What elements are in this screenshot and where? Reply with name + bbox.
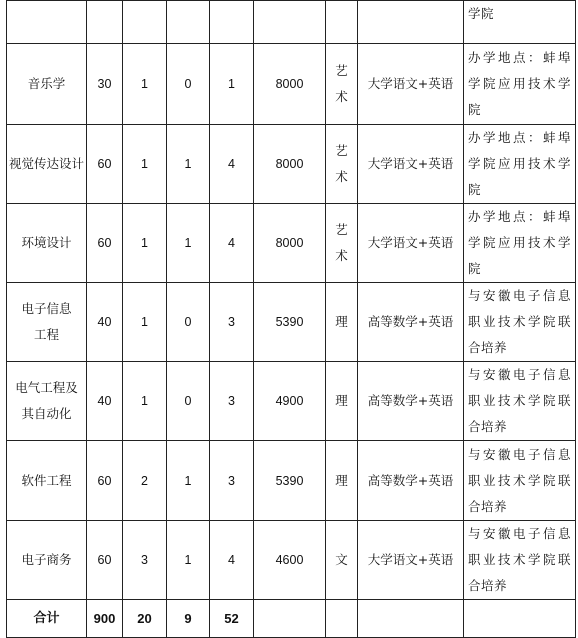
subjects-cell: 大学语文+英语 xyxy=(358,204,464,283)
table-row xyxy=(7,283,576,362)
count-cell: 3 xyxy=(123,521,167,600)
table-row xyxy=(7,125,576,204)
count-cell: 1 xyxy=(167,125,210,204)
count-cell: 1 xyxy=(167,441,210,521)
tuition-cell: 8000 xyxy=(254,125,326,204)
major-cell: 视觉传达设计 xyxy=(7,125,87,204)
major-cell: 音乐学 xyxy=(7,44,87,125)
note-cell: 与安徽电子信息职业技术学院联合培养 xyxy=(464,441,576,521)
category-cell: 文 xyxy=(326,521,358,600)
tuition-cell: 8000 xyxy=(254,204,326,283)
count-cell: 1 xyxy=(123,44,167,125)
table-row xyxy=(7,204,576,283)
count-cell: 1 xyxy=(167,204,210,283)
count-cell: 4 xyxy=(210,125,254,204)
note-cell: 办学地点：蚌埠学院应用技术学院 xyxy=(464,204,576,283)
subjects-cell: 高等数学+英语 xyxy=(358,362,464,441)
plan-cell: 40 xyxy=(87,362,123,441)
subjects-cell: 大学语文+英语 xyxy=(358,44,464,125)
count-cell: 0 xyxy=(167,44,210,125)
category-cell: 理 xyxy=(326,283,358,362)
subjects-cell: 大学语文+英语 xyxy=(358,125,464,204)
category-cell: 艺术 xyxy=(326,44,358,125)
total-count: 9 xyxy=(167,600,210,638)
category-cell: 艺术 xyxy=(326,204,358,283)
subjects-cell: 大学语文+英语 xyxy=(358,521,464,600)
note-cell: 与安徽电子信息职业技术学院联合培养 xyxy=(464,521,576,600)
subjects-cell: 高等数学+英语 xyxy=(358,283,464,362)
category-cell: 艺术 xyxy=(326,125,358,204)
table-row-partial xyxy=(7,1,576,44)
count-cell: 1 xyxy=(167,521,210,600)
count-cell: 4 xyxy=(210,204,254,283)
subjects-cell: 高等数学+英语 xyxy=(358,441,464,521)
table-row xyxy=(7,521,576,600)
count-cell: 1 xyxy=(123,362,167,441)
major-cell: 软件工程 xyxy=(7,441,87,521)
count-cell: 1 xyxy=(123,125,167,204)
count-cell: 1 xyxy=(123,204,167,283)
enrollment-table xyxy=(6,0,576,638)
plan-cell: 60 xyxy=(87,125,123,204)
tuition-cell: 5390 xyxy=(254,283,326,362)
category-cell: 理 xyxy=(326,441,358,521)
major-cell: 电子信息工程 xyxy=(7,283,87,362)
plan-cell: 60 xyxy=(87,521,123,600)
tuition-cell: 8000 xyxy=(254,44,326,125)
tuition-cell: 4600 xyxy=(254,521,326,600)
table-row xyxy=(7,441,576,521)
plan-cell: 60 xyxy=(87,441,123,521)
count-cell: 3 xyxy=(210,362,254,441)
tuition-cell: 5390 xyxy=(254,441,326,521)
total-plan: 900 xyxy=(87,600,123,638)
count-cell: 1 xyxy=(210,44,254,125)
count-cell: 3 xyxy=(210,441,254,521)
note-cell: 学院 xyxy=(464,1,576,44)
count-cell: 2 xyxy=(123,441,167,521)
total-count: 52 xyxy=(210,600,254,638)
total-label: 合计 xyxy=(7,600,87,638)
plan-cell: 30 xyxy=(87,44,123,125)
major-cell: 环境设计 xyxy=(7,204,87,283)
table-row xyxy=(7,44,576,125)
table-row xyxy=(7,362,576,441)
count-cell: 4 xyxy=(210,521,254,600)
count-cell: 0 xyxy=(167,362,210,441)
note-cell: 与安徽电子信息职业技术学院联合培养 xyxy=(464,283,576,362)
note-cell: 与安徽电子信息职业技术学院联合培养 xyxy=(464,362,576,441)
major-cell: 电气工程及其自动化 xyxy=(7,362,87,441)
note-cell: 办学地点：蚌埠学院应用技术学院 xyxy=(464,125,576,204)
major-cell: 电子商务 xyxy=(7,521,87,600)
count-cell: 1 xyxy=(123,283,167,362)
note-cell: 办学地点：蚌埠学院应用技术学院 xyxy=(464,44,576,125)
tuition-cell: 4900 xyxy=(254,362,326,441)
count-cell: 3 xyxy=(210,283,254,362)
category-cell: 理 xyxy=(326,362,358,441)
total-count: 20 xyxy=(123,600,167,638)
count-cell: 0 xyxy=(167,283,210,362)
plan-cell: 40 xyxy=(87,283,123,362)
total-row xyxy=(7,600,576,638)
plan-cell: 60 xyxy=(87,204,123,283)
